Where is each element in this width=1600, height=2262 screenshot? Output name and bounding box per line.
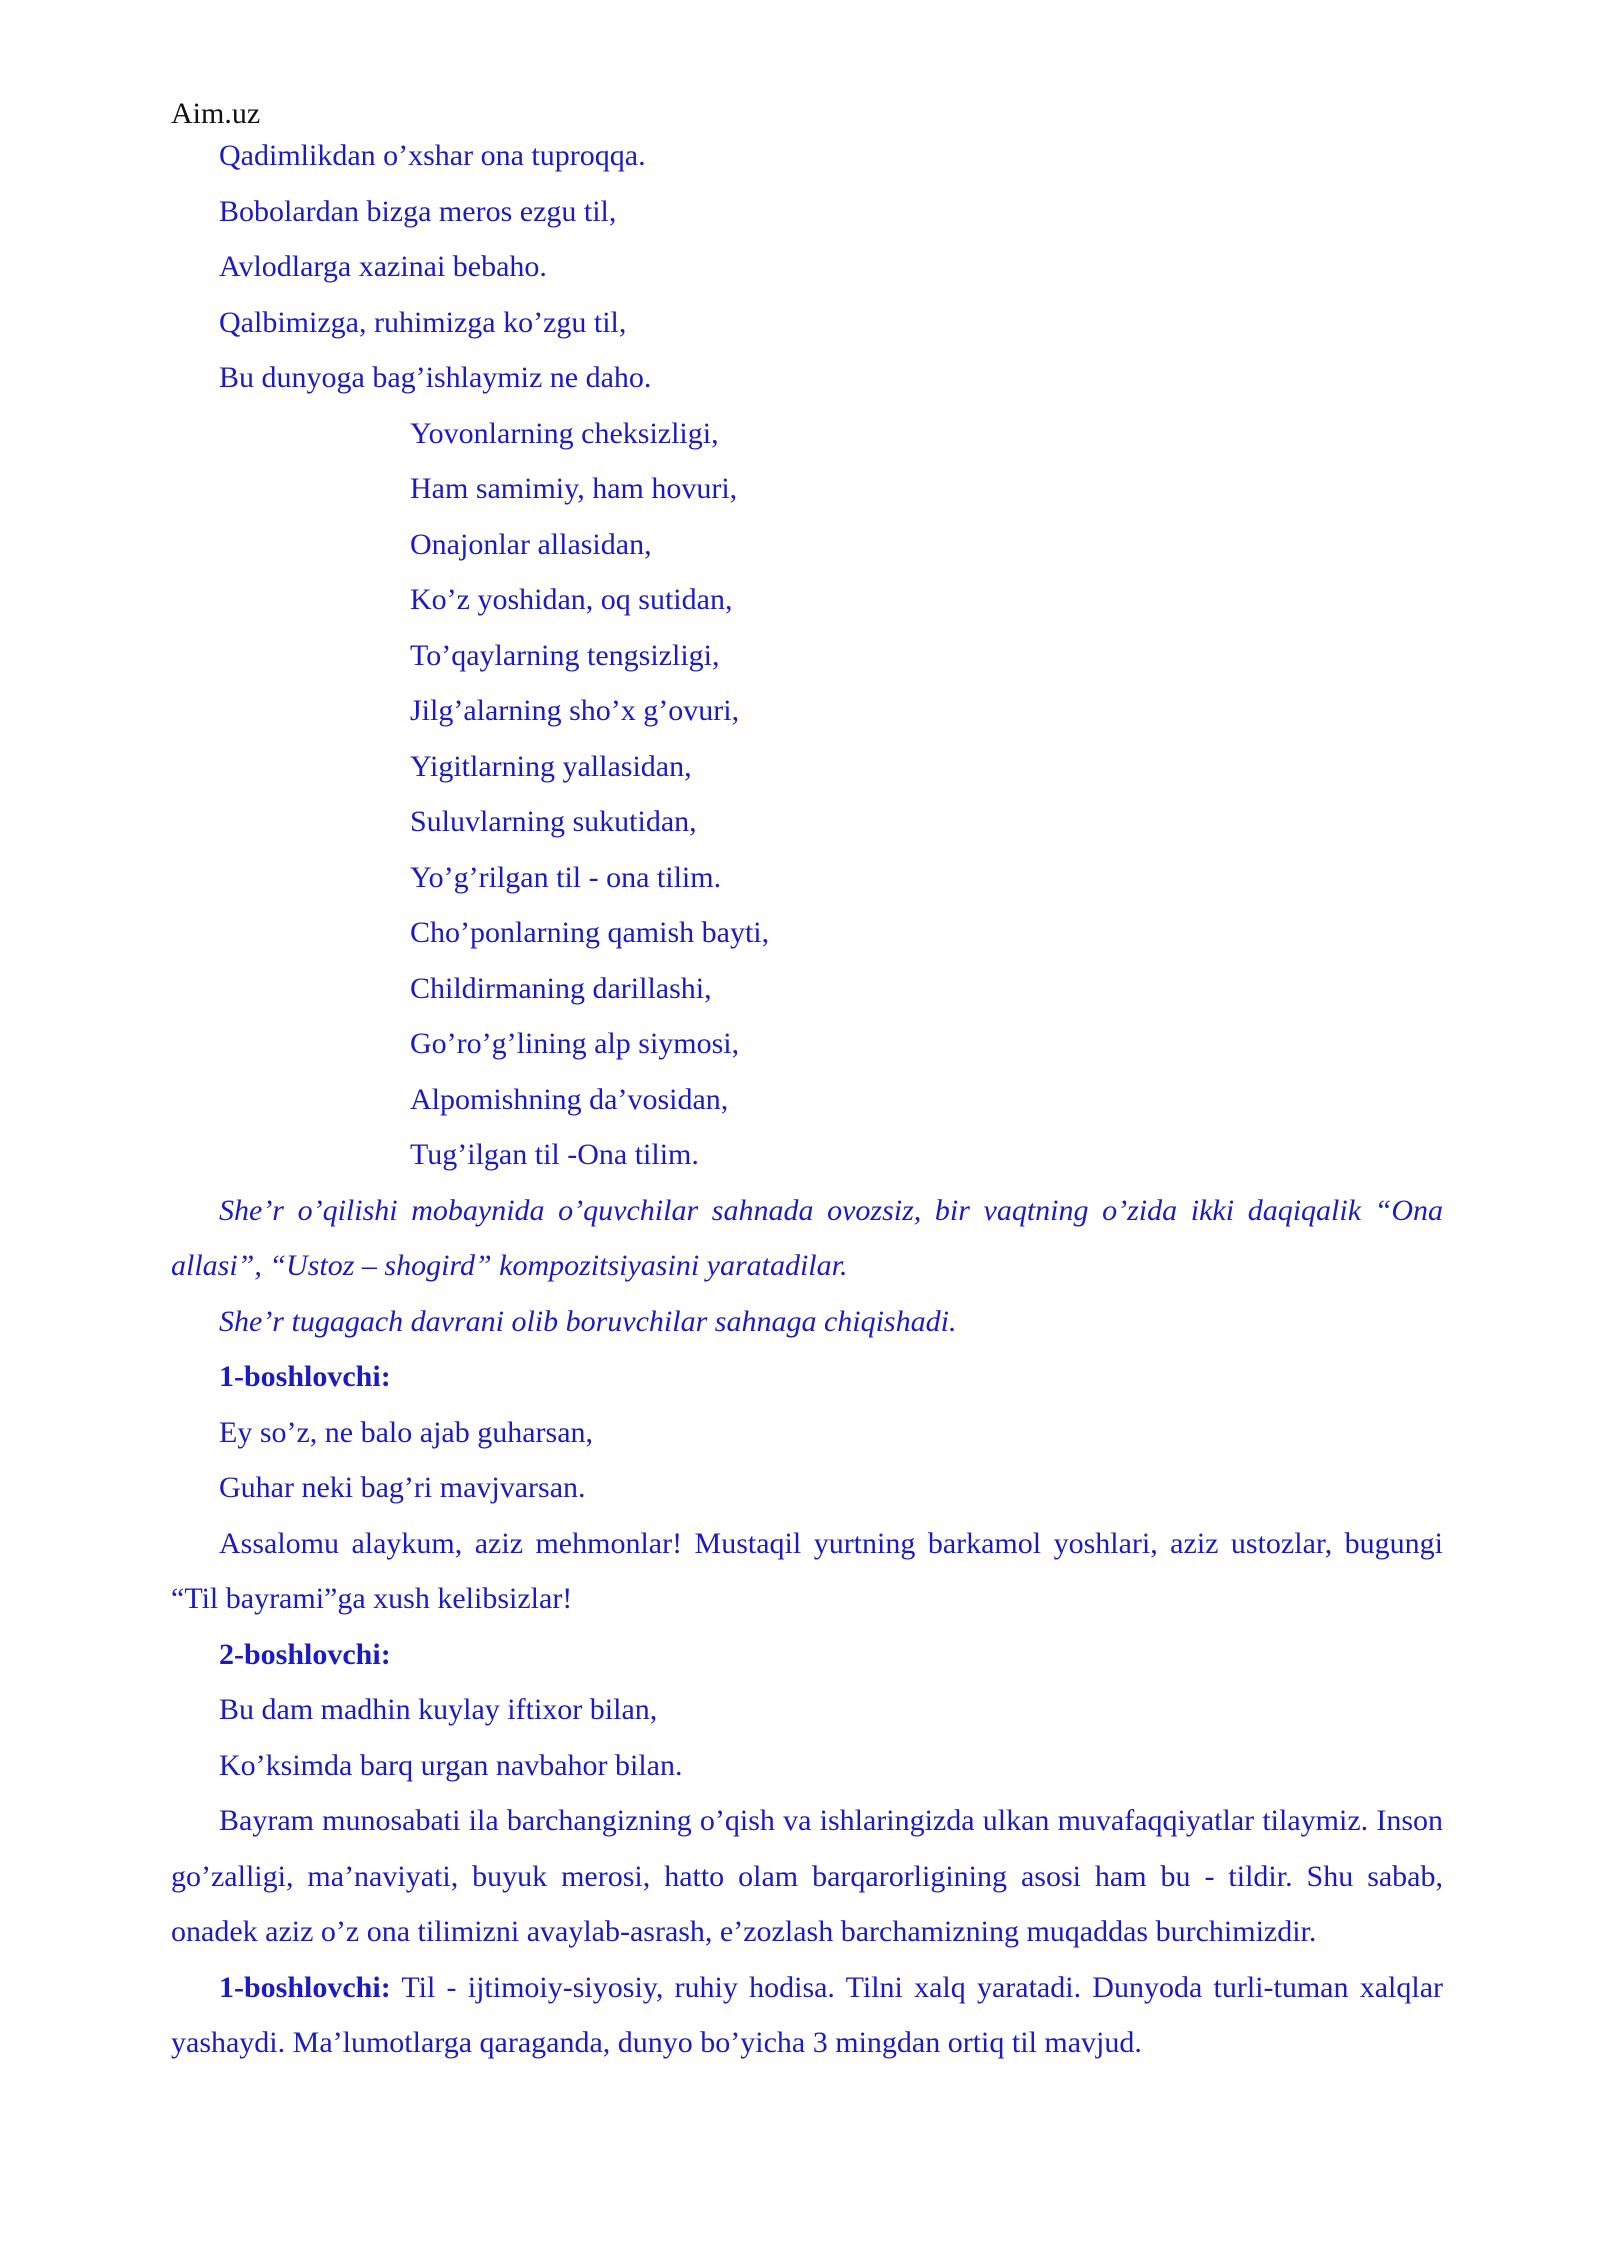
poem-line-indented: Onajonlar allasidan, bbox=[410, 527, 652, 561]
poem-line-indented: Tug’ilgan til -Ona tilim. bbox=[410, 1138, 699, 1171]
poem-line: Qadimlikdan o’xshar ona tuproqqa. bbox=[219, 139, 646, 172]
poem-line-indented: To’qaylarning tengsizligi, bbox=[410, 638, 720, 672]
poem-line-indented: Go’ro’g’lining alp siymosi, bbox=[410, 1027, 740, 1060]
poem-line: Bu dunyoga bag’ishlaymiz ne daho. bbox=[219, 361, 652, 394]
poem-line: Avlodlarga xazinai bebaho. bbox=[219, 250, 547, 283]
stage-direction: She’r tugagach davrani olib boruvchilar sahnaga chiqishadi. bbox=[219, 1304, 957, 1338]
speech-line: Ey so’z, ne balo ajab guharsan, bbox=[219, 1415, 594, 1449]
poem-line-indented: Alpomishning da’vosidan, bbox=[410, 1082, 729, 1116]
page-header: Aim.uz bbox=[171, 97, 261, 130]
poem-line-indented: Suluvlarning sukutidan, bbox=[410, 805, 697, 838]
poem-line-indented: Jilg’alarning sho’x g’ovuri, bbox=[410, 694, 740, 727]
speaker-label: 2-boshlovchi: bbox=[219, 1637, 391, 1671]
speaker-label: 1-boshlovchi: bbox=[219, 1360, 391, 1393]
stage-direction: She’r o’qilishi mobaynida o’quvchilar sahnada ovozsiz, bir vaqtning o’zida ikki daqiqalik “Ona allasi”, “Ustoz – shogird” kompozitsiyasini yaratadilar. bbox=[171, 1193, 1443, 1282]
speaker-label: 1-boshlovchi: bbox=[219, 1970, 391, 2004]
document-body bbox=[171, 128, 1443, 2071]
poem-line: Qalbimizga, ruhimizga ko’zgu til, bbox=[219, 305, 627, 339]
speech-line: Guhar neki bag’ri mavjvarsan. bbox=[219, 1471, 586, 1504]
speech-line: Ko’ksimda barq urgan navbahor bilan. bbox=[219, 1748, 683, 1782]
poem-line-indented: Childirmaning darillashi, bbox=[410, 971, 712, 1005]
poem-line-indented: Yovonlarning cheksizligi, bbox=[410, 416, 719, 450]
speech-line: Bu dam madhin kuylay iftixor bilan, bbox=[219, 1693, 658, 1726]
speech-paragraph: Assalomu alaykum, aziz mehmonlar! Mustaqil yurtning barkamol yoshlari, aziz ustozlar, bugungi “Til bayrami”ga xush kelibsizlar! bbox=[171, 1526, 1443, 1615]
speech-text: Til - ijtimoiy-siyosiy, ruhiy hodisa. Tilni xalq yaratadi. Dunyoda turli-tuman xalqlar yashaydi. Ma’lumotlarga qaraganda, dunyo bo’yicha 3 mingdan ortiq til mavjud. bbox=[171, 1970, 1443, 2059]
poem-line-indented: Ko’z yoshidan, oq sutidan, bbox=[410, 583, 733, 616]
poem-line-indented: Yigitlarning yallasidan, bbox=[410, 749, 692, 783]
speech-paragraph bbox=[171, 1960, 1443, 2071]
poem-line: Bobolardan bizga meros ezgu til, bbox=[219, 194, 617, 228]
poem-line-indented: Yo’g’rilgan til - ona tilim. bbox=[410, 860, 722, 894]
speech-paragraph: Bayram munosabati ila barchangizning o’qish va ishlaringizda ulkan muvafaqqiyatlar tilaymiz. Inson go’zalligi, ma’naviyati, buyuk merosi, hatto olam barqarorligining asosi ham bu - tildir. Shu sabab, onadek aziz o’z ona tilimizni avaylab-asrash, e’zozlash barchamizning muqaddas burchimizdir. bbox=[171, 1804, 1443, 1948]
poem-line-indented: Ham samimiy, ham hovuri, bbox=[410, 472, 738, 505]
poem-line-indented: Cho’ponlarning qamish bayti, bbox=[410, 916, 770, 949]
